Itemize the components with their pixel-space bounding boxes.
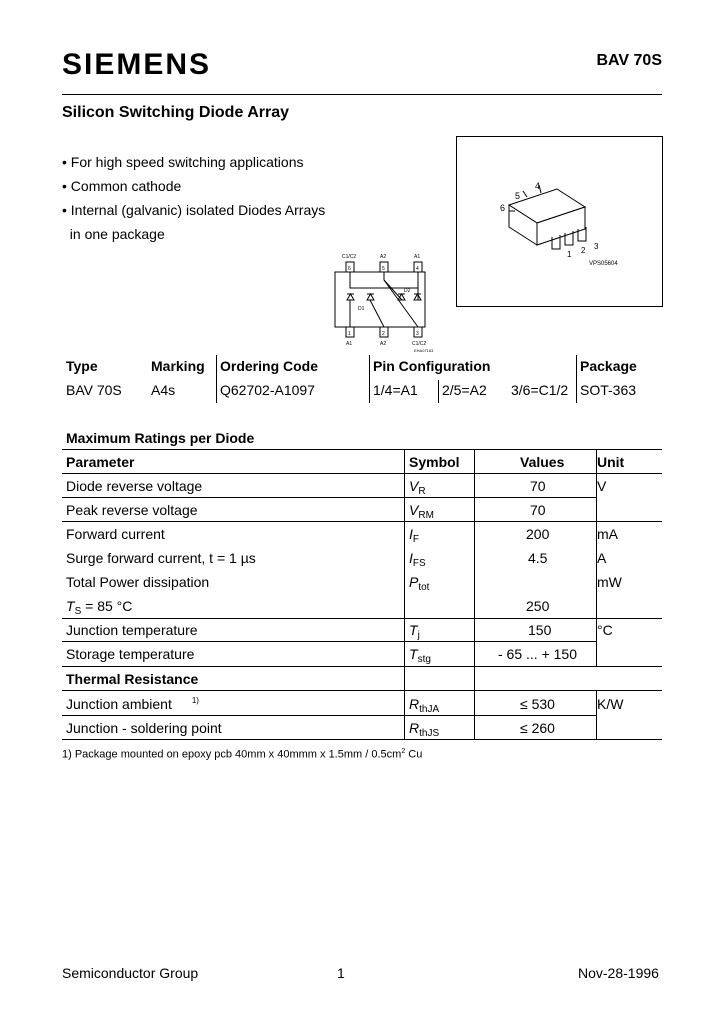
param-text: Surge forward current, t = 1 µs	[66, 550, 256, 566]
feature-item: in one package	[62, 226, 165, 242]
order-col-divider	[438, 380, 439, 403]
pin-label: 6	[500, 203, 506, 213]
unit: V	[597, 478, 607, 494]
symbol: V	[409, 502, 419, 518]
part-number: BAV 70S	[596, 52, 662, 69]
value: 4.5	[528, 550, 548, 566]
package-drawing	[457, 137, 662, 306]
symbol: T	[409, 622, 418, 638]
param-text: Junction - soldering point	[66, 720, 222, 736]
symbol-sub: j	[417, 630, 420, 641]
diode-label: D1	[358, 306, 365, 312]
footnote	[62, 748, 422, 761]
table-rule	[62, 715, 596, 716]
symbol-sub: tot	[418, 582, 430, 593]
order-pin-3: 3/6=C1/2	[511, 382, 569, 398]
table-rule	[62, 641, 596, 642]
param-text: Peak reverse voltage	[66, 502, 198, 518]
schematic-pin-number: 3	[416, 331, 419, 337]
value: - 65 ... + 150	[498, 646, 577, 662]
package-drawing-box	[456, 136, 663, 307]
order-header-marking: Marking	[151, 358, 205, 374]
order-package: SOT-363	[580, 382, 637, 398]
symbol-sub: RM	[418, 510, 434, 521]
schematic-pin-name: A1	[346, 341, 353, 347]
param-symbol: T	[66, 598, 75, 614]
schematic-pin-number: 5	[382, 266, 385, 272]
ratings-title: Maximum Ratings per Diode	[66, 430, 255, 446]
param-text: Total Power dissipation	[66, 574, 210, 590]
table-rule	[62, 739, 662, 740]
header-divider	[62, 94, 662, 95]
value: ≤ 260	[520, 720, 555, 736]
ratings-header-unit: Unit	[597, 454, 625, 470]
schematic-pin-name: C1/C2	[412, 341, 427, 347]
unit: mW	[597, 574, 622, 590]
value: 250	[526, 598, 550, 614]
drawing-code: VPS05604	[589, 261, 618, 267]
order-code: Q62702-A1097	[220, 382, 315, 398]
order-col-divider	[576, 355, 577, 403]
param-symbol-sub: S	[74, 606, 82, 617]
table-col-divider	[596, 690, 597, 739]
diode-label: D2	[404, 288, 411, 294]
value: 150	[528, 622, 552, 638]
table-rule	[62, 497, 596, 498]
symbol-sub: F	[412, 534, 419, 545]
schematic-pin-name: A2	[380, 254, 387, 260]
symbol-sub: thJS	[419, 728, 440, 739]
schematic-diagram	[330, 250, 440, 355]
value: 200	[526, 526, 550, 542]
pin-label: 2	[581, 246, 586, 255]
schematic-code: EHA07163	[414, 348, 434, 353]
order-pin-2: 2/5=A2	[442, 382, 487, 398]
symbol-sub: R	[418, 486, 426, 497]
value: 70	[530, 502, 546, 518]
schematic-pin-name: A1	[414, 254, 421, 260]
table-rule	[62, 618, 662, 619]
pin-label: 3	[594, 242, 599, 251]
order-type: BAV 70S	[66, 382, 122, 398]
order-col-divider	[216, 355, 217, 403]
footer-date: Nov-28-1996	[578, 965, 659, 981]
ratings-header-symbol: Symbol	[409, 454, 460, 470]
table-col-divider	[404, 449, 405, 739]
feature-item: • Internal (galvanic) isolated Diodes Arrays	[62, 202, 326, 218]
schematic-pin-name: A2	[380, 341, 387, 347]
schematic-pin-number: 4	[416, 266, 419, 272]
feature-item: • For high speed switching applications	[62, 154, 304, 170]
schematic-pin-name: C1/C2	[342, 254, 357, 260]
symbol: I	[409, 550, 413, 566]
unit: K/W	[597, 696, 624, 712]
symbol: T	[409, 646, 418, 662]
param-text: Forward current	[66, 526, 165, 542]
param-text: Diode reverse voltage	[66, 478, 203, 494]
table-rule	[62, 521, 662, 522]
symbol-sub: thJA	[419, 704, 440, 715]
value: 70	[530, 478, 546, 494]
param-text: Storage temperature	[66, 646, 195, 662]
table-col-divider	[474, 449, 475, 739]
order-header-package: Package	[580, 358, 637, 374]
pin-label: 4	[535, 181, 541, 191]
symbol: V	[409, 478, 419, 494]
schematic-pin-number: 2	[382, 331, 385, 337]
table-col-divider	[596, 449, 597, 666]
footnote-text: 1) Package mounted on epoxy pcb 40mm x 40mmm x 1.5mm / 0.5cm	[62, 748, 402, 761]
symbol: R	[409, 720, 420, 736]
schematic-pin-number: 6	[348, 266, 351, 272]
unit: mA	[597, 526, 618, 542]
ratings-header-parameter: Parameter	[66, 454, 135, 470]
footnote-text: Cu	[405, 748, 423, 761]
symbol: I	[409, 526, 413, 542]
param-text: Junction ambient	[66, 696, 172, 712]
footnote-sup: 2	[401, 748, 406, 755]
thermal-title: Thermal Resistance	[66, 671, 199, 687]
unit: A	[597, 550, 607, 566]
order-header-type: Type	[66, 358, 98, 374]
unit: °C	[597, 622, 613, 638]
feature-item: • Common cathode	[62, 178, 182, 194]
footnote-ref: 1)	[191, 696, 199, 705]
table-rule	[62, 690, 662, 691]
value: ≤ 530	[520, 696, 555, 712]
ratings-header-values: Values	[520, 454, 565, 470]
brand-logo: SIEMENS	[62, 48, 212, 81]
table-rule	[62, 449, 662, 450]
symbol-sub: stg	[417, 654, 431, 665]
pin-label: 1	[567, 250, 572, 259]
symbol: R	[409, 696, 420, 712]
schematic-pin-number: 1	[348, 331, 351, 337]
symbol: P	[409, 574, 419, 590]
param-text: = 85 °C	[81, 598, 133, 614]
order-col-divider	[369, 355, 370, 403]
order-marking: A4s	[151, 382, 176, 398]
footer-company: Semiconductor Group	[62, 965, 199, 981]
feature-list	[62, 150, 325, 246]
param-text: Junction temperature	[66, 622, 198, 638]
page-number: 1	[337, 965, 345, 981]
table-rule	[62, 666, 662, 667]
order-header-ordering: Ordering Code	[220, 358, 319, 374]
pin-label: 5	[515, 191, 521, 201]
symbol-sub: FS	[412, 558, 426, 569]
table-rule	[62, 473, 662, 474]
order-pin-1: 1/4=A1	[373, 382, 418, 398]
order-header-pin: Pin Configuration	[373, 358, 491, 374]
document-title: Silicon Switching Diode Array	[62, 104, 289, 121]
